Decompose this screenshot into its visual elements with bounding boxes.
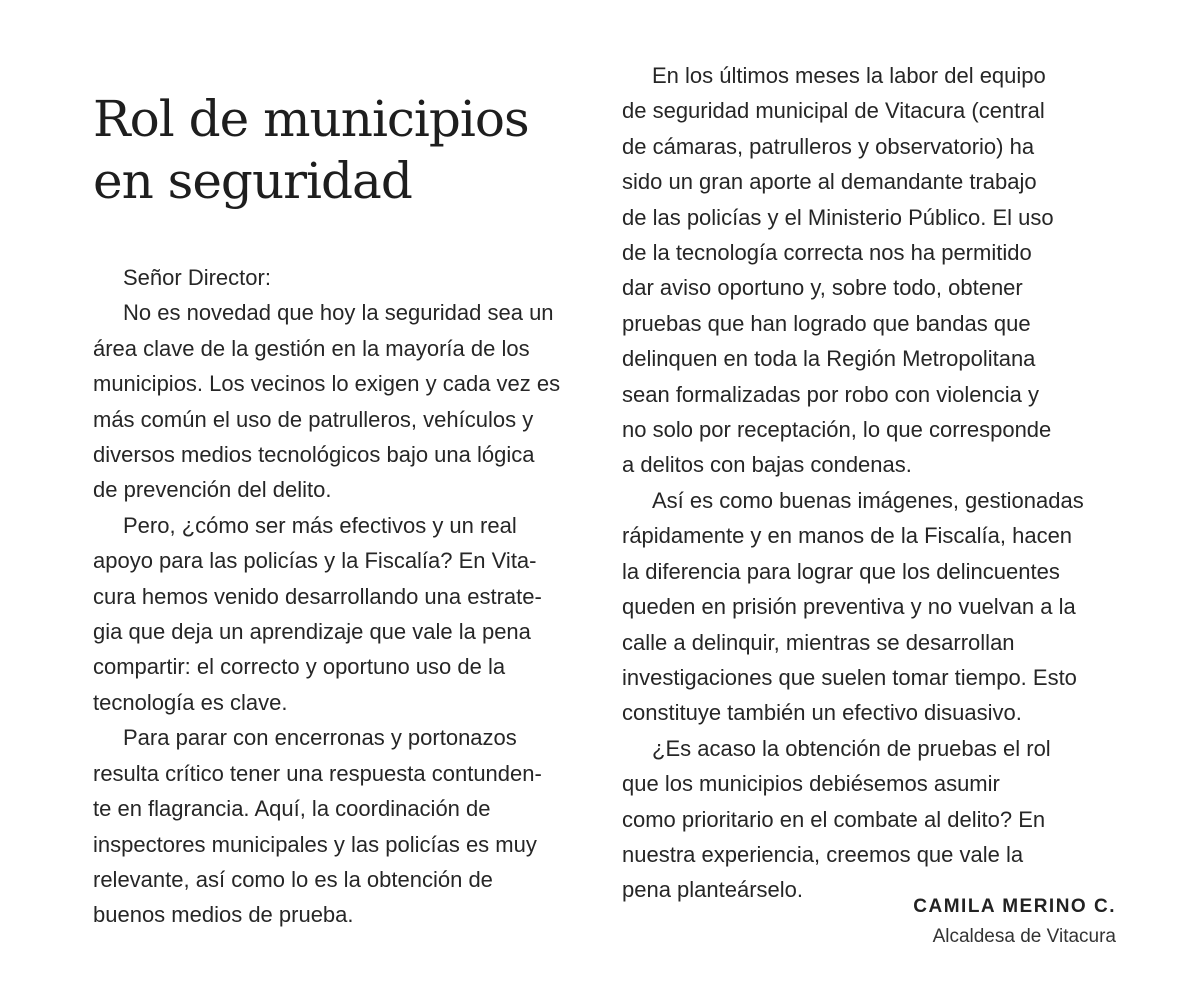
- text-line: nuestra experiencia, creemos que vale la: [622, 841, 1024, 867]
- text-line: compartir: el correcto y oportuno uso de la: [93, 654, 506, 680]
- text-line: como prioritario en el combate al delito? En: [622, 806, 1046, 832]
- text-line: En los últimos meses la labor del equipo: [652, 63, 1046, 88]
- text-line: Pero, ¿cómo ser más efectivos y un real: [123, 512, 517, 538]
- right-column: [622, 58, 1102, 908]
- letter-headline: [93, 88, 573, 212]
- text-line: tecnología es clave.: [93, 689, 288, 715]
- text-line: la diferencia para lograr que los delincuentes: [622, 558, 1060, 584]
- text-line: Para parar con encerronas y portonazos: [123, 725, 517, 751]
- text-line: de cámaras, patrulleros y observatorio) ha: [622, 133, 1035, 159]
- text-line: apoyo para las policías y la Fiscalía? En Vita-: [93, 548, 537, 574]
- author-name: CAMILA MERINO C.: [913, 896, 1116, 917]
- text-line: a delitos con bajas condenas.: [622, 452, 912, 478]
- text-line: área clave de la gestión en la mayoría de los: [93, 335, 530, 361]
- text-line: cura hemos venido desarrollando una estrate-: [93, 583, 542, 609]
- text-line: sean formalizadas por robo con violencia y: [622, 381, 1040, 407]
- text-line: calle a delinquir, mientras se desarrollan: [622, 629, 1015, 655]
- paragraph: [93, 720, 573, 932]
- text-line: delinquen en toda la Región Metropolitana: [622, 346, 1036, 372]
- text-line: más común el uso de patrulleros, vehículos y: [93, 406, 534, 432]
- author-title: Alcaldesa de Vitacura: [932, 926, 1116, 947]
- text-line: pruebas que han logrado que bandas que: [622, 310, 1031, 336]
- text-line: constituye también un efectivo disuasivo.: [622, 700, 1022, 726]
- paragraph: [622, 58, 1102, 483]
- text-line: investigaciones que suelen tomar tiempo. Esto: [622, 664, 1077, 690]
- text-line: te en flagrancia. Aquí, la coordinación de: [93, 796, 491, 822]
- paragraph: [622, 731, 1102, 908]
- text-line: rápidamente y en manos de la Fiscalía, hacen: [622, 523, 1073, 549]
- text-line: gia que deja un aprendizaje que vale la pena: [93, 619, 531, 645]
- text-line: sido un gran aporte al demandante trabajo: [622, 169, 1037, 195]
- signature-block: [913, 894, 1116, 954]
- text-line: buenos medios de prueba.: [93, 902, 354, 928]
- text-line: resulta crítico tener una respuesta contunden-: [93, 760, 542, 786]
- paragraph: [93, 508, 573, 720]
- text-line: queden en prisión preventiva y no vuelvan a la: [622, 594, 1076, 620]
- text-line: municipios. Los vecinos lo exigen y cada vez es: [93, 371, 561, 397]
- text-line: No es novedad que hoy la seguridad sea un: [123, 300, 554, 326]
- text-line: de la tecnología correcta nos ha permitido: [622, 240, 1032, 266]
- text-line: inspectores municipales y las policías es muy: [93, 831, 537, 857]
- salutation: [93, 260, 573, 295]
- text-line: de prevención del delito.: [93, 477, 332, 503]
- headline-line: Rol de municipios: [93, 90, 529, 148]
- left-column: [93, 260, 573, 933]
- text-line: Así es como buenas imágenes, gestionadas: [652, 487, 1084, 513]
- text-line: que los municipios debiésemos asumir: [622, 771, 1000, 797]
- text-line: dar aviso oportuno y, sobre todo, obtener: [622, 275, 1023, 301]
- salutation-text: Señor Director:: [123, 265, 271, 290]
- text-line: pena planteárselo.: [622, 877, 804, 903]
- paragraph: [93, 295, 573, 507]
- text-line: de seguridad municipal de Vitacura (central: [622, 98, 1045, 124]
- text-line: no solo por receptación, lo que corresponde: [622, 417, 1052, 443]
- text-line: de las policías y el Ministerio Público. El uso: [622, 204, 1054, 230]
- paragraph: [622, 483, 1102, 731]
- text-line: relevante, así como lo es la obtención de: [93, 866, 493, 892]
- text-line: ¿Es acaso la obtención de pruebas el rol: [652, 735, 1051, 761]
- headline-line: en seguridad: [93, 152, 412, 210]
- text-line: diversos medios tecnológicos bajo una lógica: [93, 442, 535, 468]
